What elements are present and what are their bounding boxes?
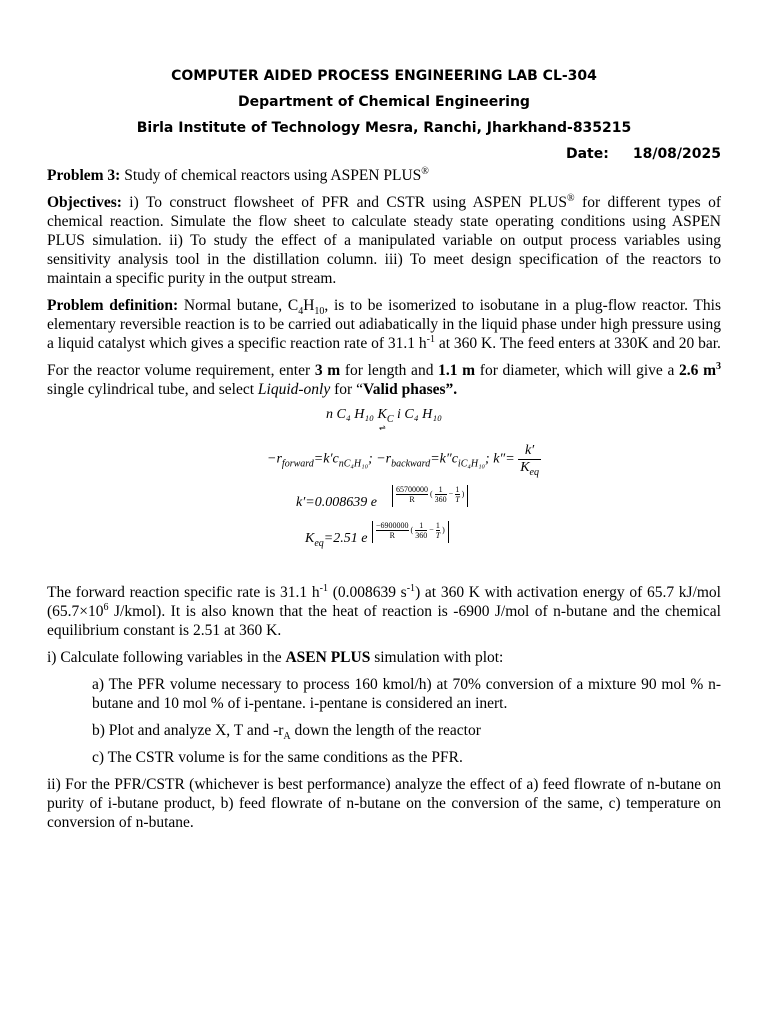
spacer	[47, 557, 721, 583]
k-forward-equation	[47, 485, 721, 521]
reactor-diameter: 1.1 m	[438, 362, 476, 379]
superscript: -1	[319, 582, 328, 594]
fraction-numerator: 1	[435, 521, 440, 530]
department-name: Department of Chemical Engineering	[238, 94, 530, 110]
equilibrium-arrow-icon: ⇌	[379, 423, 386, 432]
fraction-denominator-symbol: K	[520, 460, 530, 475]
reaction-rhs: i C₄ H₁₀	[393, 407, 442, 422]
forward-rate-text: The forward reaction specific rate is 31.1 h	[47, 584, 320, 601]
k-forward-exponent: $\frac{65700000}{R}$ ( $\frac{1}{360}$ − $\frac{1}{T}$ )	[392, 485, 468, 507]
subscript: 10	[314, 306, 325, 318]
reactor-text: for length and	[340, 362, 439, 379]
date-value: 18/08/2025	[632, 146, 721, 162]
forward-rate-text: ) at 360 K with activation energy of 65.7 kJ/mol (65.7×10	[47, 584, 721, 620]
definition-text: , is to be isomerized to isobutane in a plug-flow reactor. This elementary reversible reaction is to be carried out adiabatically in the liquid phase under high pressure using a liquid catalyst which gives a specific reaction rate of 31.1 h	[47, 297, 721, 352]
exponent-denominator: R	[409, 495, 415, 504]
rate-term: ; −r	[368, 451, 392, 467]
reaction-lhs: n C₄ H₁₀ K	[325, 407, 387, 422]
reactor-text: for diameter, which will give a	[475, 362, 680, 379]
registered-mark: ®	[421, 165, 429, 177]
exponent-fraction	[376, 521, 409, 540]
valid-phase-option: Liquid-only	[257, 381, 331, 398]
definition-label: Problem definition:	[47, 297, 179, 314]
minus-sign: −	[448, 489, 454, 499]
fraction-numerator: 1	[415, 521, 427, 531]
forward-rate-text: (0.008639 s	[327, 584, 407, 601]
keq-symbol: K	[305, 531, 315, 546]
reactor-text: for “	[330, 381, 363, 398]
software-name: ASEN PLUS	[285, 649, 371, 666]
date-label: Date:	[565, 146, 609, 162]
definition-text: at 360 K. The feed enters at 330K and 20 bar.	[434, 335, 721, 352]
inverse-temp-fraction	[435, 485, 447, 504]
fraction-numerator: 1	[435, 485, 447, 495]
reactor-volume-value: 2.6 m	[679, 362, 716, 379]
minus-sign: −	[429, 525, 434, 535]
definition-text: H	[303, 297, 315, 314]
registered-mark: ®	[567, 192, 575, 204]
superscript: 6	[103, 601, 109, 613]
exponent-fraction	[396, 485, 428, 504]
fraction-denominator: 360	[434, 495, 447, 504]
reactor-text: single cylindrical tube, and select	[47, 381, 258, 398]
subscript: 4	[298, 306, 304, 318]
subscript: C	[386, 413, 394, 425]
tasks-intro	[47, 648, 721, 667]
inverse-temp-fraction	[436, 521, 440, 540]
keq-value: =2.51 e	[323, 531, 368, 546]
forward-rate-text: J/kmol). It is also known that the heat of reaction is -6900 J/mol of n-butane and the chemical equilibrium constant is 2.51 at 360 K.	[47, 603, 721, 639]
problem-label: Problem 3:	[47, 167, 121, 184]
rate-equation	[87, 443, 721, 485]
keq-exponent: $\frac{-6900000}{R}$ ( $\frac{1}{360}$ − $\frac{1}{T}$ )	[372, 521, 449, 543]
definition-text: Normal butane, C	[183, 297, 299, 314]
subscript: iC₄H₁₀	[457, 458, 486, 470]
objectives-text-2: for different types of chemical reaction. Simulate the flow sheet to calculate steady state operating conditions using ASPEN PLUS simulation. ii) To study the effect of a manipulated variable on output process variables using sensitivity analysis tool in the distillation column. iii) To meet design specification of the reactors to maintain a specific purity in the output stream.	[47, 194, 722, 287]
fraction-numerator: k′	[518, 443, 541, 460]
subscript: eq	[314, 537, 324, 549]
rate-term: −r	[267, 451, 282, 467]
task-a: a) The PFR volume necessary to process 160 kmol/h) at 70% conversion of a mixture 90 mol % n-butane and 10 mol % of i-pentane. i-pentane is considered an inert.	[92, 676, 721, 712]
superscript: -1	[406, 582, 416, 594]
subscript: nC₄H₁₀	[338, 458, 369, 470]
superscript: 3	[716, 360, 721, 372]
inverse-temp-fraction	[415, 521, 427, 540]
k-forward-main: k′=0.008639 e	[296, 495, 377, 510]
fraction-denominator: T	[455, 495, 460, 504]
valid-phases-label: Valid phases”.	[362, 381, 458, 398]
inverse-temp-fraction	[455, 485, 459, 504]
task-b	[92, 721, 721, 743]
subscript: eq	[529, 466, 539, 478]
exponent-denominator: R	[389, 531, 395, 540]
definition-paragraph	[47, 296, 721, 353]
course-title: COMPUTER AIDED PROCESS ENGINEERING LAB CL-304	[171, 68, 597, 84]
superscript: -1	[426, 333, 435, 345]
fraction-denominator	[518, 460, 541, 476]
reaction-equation	[47, 407, 721, 443]
task-b-text: b) Plot and analyze X, T and -r	[92, 722, 284, 739]
forward-rate-paragraph	[47, 583, 721, 640]
fraction-numerator: 1	[455, 485, 460, 494]
rate-term: =k″c	[430, 451, 458, 467]
subscript: forward	[281, 458, 314, 470]
subscript: backward	[391, 458, 431, 470]
rate-term: ; k″=	[485, 451, 515, 467]
keq-main	[305, 531, 367, 547]
fraction-denominator: T	[435, 531, 441, 540]
document-page	[47, 66, 721, 840]
date-row	[47, 144, 721, 164]
reactor-length: 3 m	[314, 362, 341, 379]
objectives-label: Objectives:	[47, 194, 122, 211]
fraction-denominator: 360	[415, 531, 428, 540]
objectives-paragraph	[47, 193, 721, 288]
exponent-numerator: 65700000	[396, 485, 428, 494]
exponent-numerator: −6900000	[376, 521, 409, 530]
task-ii: ii) For the PFR/CSTR (whichever is best performance) analyze the effect of a) feed flowrate of n-butane on purity of i-butane product, b) feed flowrate of n-butane on the conversion of the same, c) temperature on conversion of n-butane.	[47, 776, 721, 831]
task-b-text: down the length of the reactor	[290, 722, 481, 739]
institute-name: Birla Institute of Technology Mesra, Ranchi, Jharkhand-835215	[136, 120, 632, 136]
task-c: c) The CSTR volume is for the same conditions as the PFR.	[92, 749, 463, 766]
problem-text: Study of chemical reactors using ASPEN PLUS	[124, 167, 422, 184]
reactor-text: For the reactor volume requirement, enter	[47, 362, 315, 379]
reactor-volume	[679, 362, 721, 379]
reactor-paragraph	[47, 361, 721, 399]
tasks-intro-text: simulation with plot:	[370, 649, 504, 666]
tasks-intro-text: i) Calculate following variables in the	[47, 649, 286, 666]
k-double-prime-fraction	[518, 443, 541, 476]
rate-term: =k′c	[313, 451, 339, 467]
keq-equation	[47, 521, 721, 557]
problem-statement	[47, 166, 721, 185]
objectives-text-1: i) To construct flowsheet of PFR and CSTR using ASPEN PLUS	[129, 194, 568, 211]
subscript: A	[283, 731, 291, 743]
